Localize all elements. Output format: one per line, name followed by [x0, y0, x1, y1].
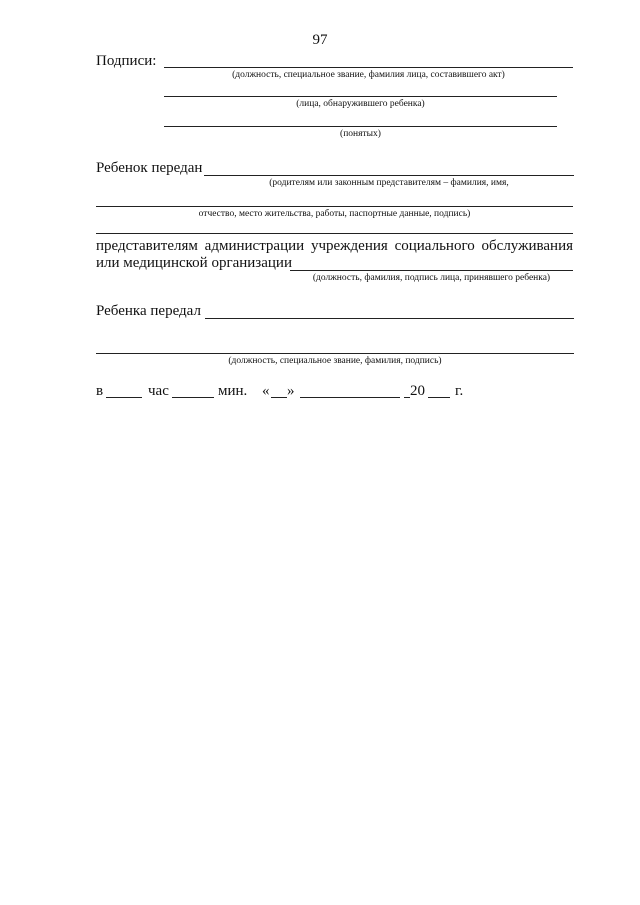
child-handed-label: Ребенок передан: [96, 160, 203, 176]
child-handed-caption-2: отчество, место жительства, работы, паспортные данные, подпись): [198, 209, 471, 219]
hour-blank: [106, 397, 142, 398]
caption-witnesses: (понятых): [340, 129, 381, 139]
datetime-prefix: в: [96, 383, 104, 399]
handed-by-label: Ребенка передал: [96, 303, 201, 319]
minute-label: мин.: [218, 383, 248, 399]
child-handed-caption-1: (родителям или законным представителям – фамилия, имя,: [269, 178, 509, 188]
hour-label: час: [148, 383, 169, 399]
representatives-line: [290, 270, 573, 271]
representatives-text-1: представителям администрации учреждения социального обслуживания: [96, 238, 573, 254]
quote-close: »: [287, 383, 295, 399]
year-suffix: г.: [455, 383, 464, 399]
handed-by-caption: (должность, специальное звание, фамилия, подпись): [228, 356, 442, 366]
year-blank: [428, 397, 450, 398]
signature-line-witnesses: [164, 126, 557, 127]
signatures-label: Подписи:: [96, 53, 157, 69]
child-handed-line-3: [96, 233, 573, 234]
child-handed-line-2: [96, 206, 573, 207]
representatives-text-2: или медицинской организации: [96, 255, 292, 271]
child-handed-line: [204, 175, 574, 176]
month-blank: [300, 397, 400, 398]
quote-open: «: [262, 383, 270, 399]
caption-finder: (лица, обнаружившего ребенка): [296, 99, 425, 109]
signature-line-finder: [164, 96, 557, 97]
day-blank: [271, 397, 287, 398]
representatives-caption: (должность, фамилия, подпись лица, принявшего ребенка): [312, 273, 551, 283]
page-number: 97: [312, 32, 328, 48]
caption-composer: (должность, специальное звание, фамилия лица, составившего акт): [232, 70, 505, 80]
year-prefix: 20: [410, 383, 425, 399]
handed-by-line-2: [96, 353, 574, 354]
signature-line-composer: [164, 67, 573, 68]
handed-by-line: [205, 318, 574, 319]
minute-blank: [172, 397, 214, 398]
